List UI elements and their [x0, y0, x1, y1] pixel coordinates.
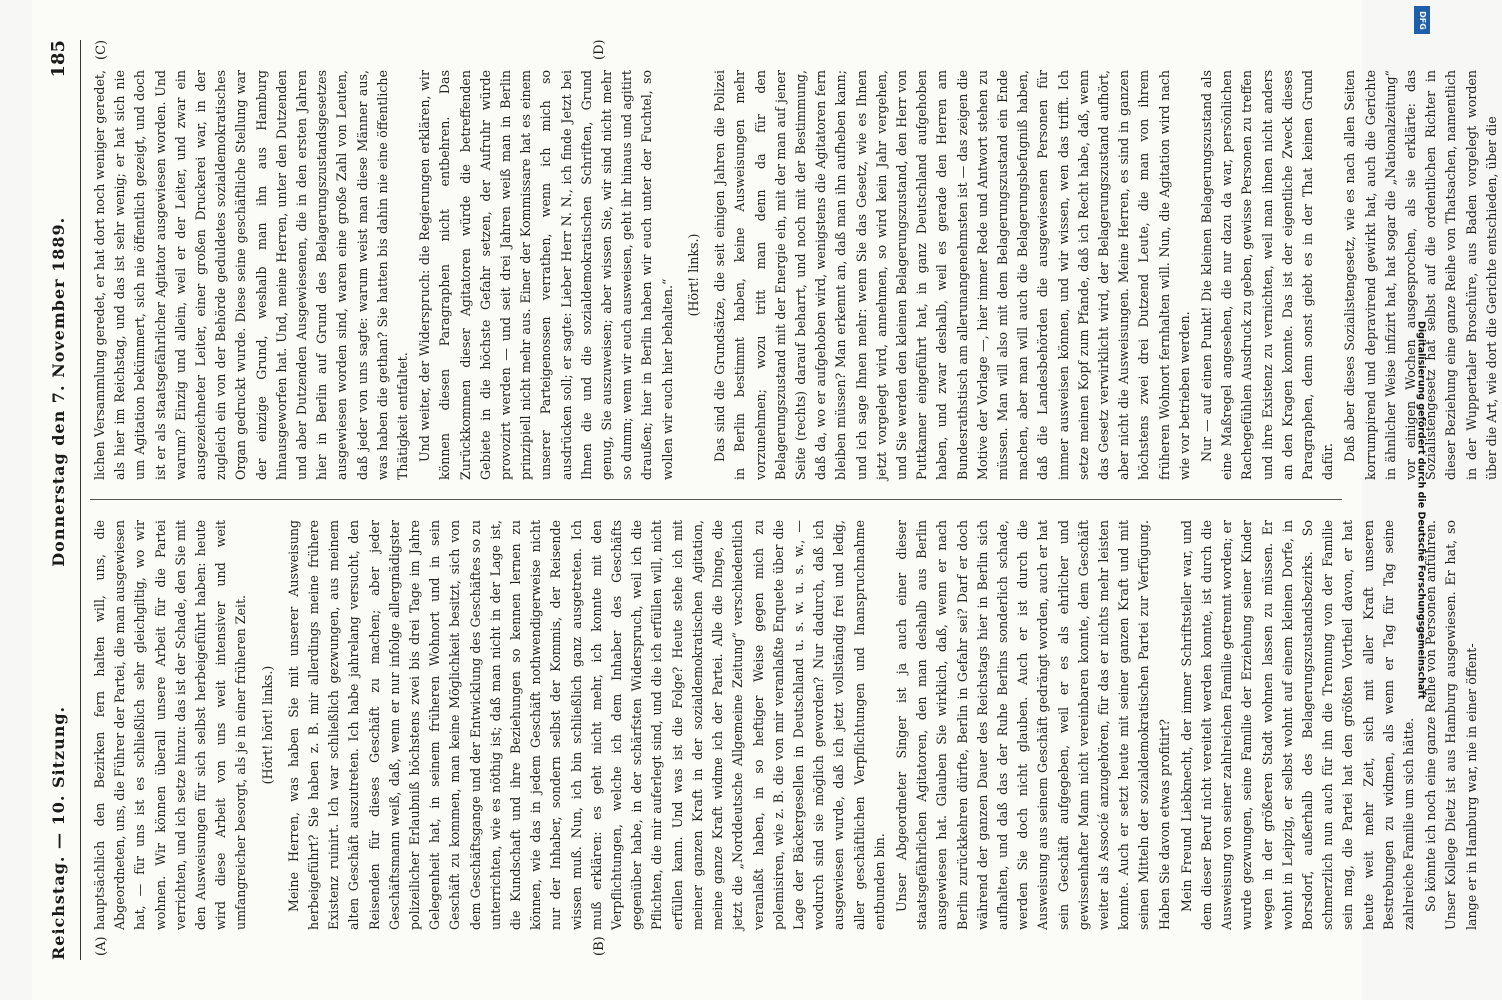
paragraph: Meine Herren, was haben Sie mit unserer Ausweisung herbeigeführt? Sie haben z. B. mir allerdings meine frühere Existenz ruinirt. Ich war schließlich gezwungen, aus meinem alten Geschäft auszutreten. Ich habe jahrelang versucht, den Reisenden für dieses Geschäft zu machen; aber jeder Geschäftsmann weiß, daß, wenn er nur infolge allergnädigster polizeilicher Erlaubniß höchstens zwei bis drei Tage im Jahre Gelegenheit hat, in seinem früheren Wohnort und in sein Geschäft zu kommen, man keine Möglichkeit besitzt, sich von dem Geschäftsgange und der Entwicklung des Geschäftes so zu unterrichten, wie es nöthig ist; daß man nicht in der Lage ist, die Kundschaft und ihre Beziehungen so kennen lernen zu können, wie das in jedem Geschäft nothwendigerweise nicht nur der Inhaber, sondern selbst der Kommis, der Reisende wissen muß. Nun, ich bin schließlich ganz ausgetreten. Ich muß erklären: es geht nicht mehr, ich konnte mit den Verpflichtungen, welche ich dem Inhaber des Geschäfts gegenüber habe, in der schärfsten Widerspruch, weil ich die Pflichten, die mir auferlegt sind, und die ich erfüllen will, nicht erfüllen kann. Und was ist die Folge? Heute stehe ich mit meiner ganzen Kraft in der sozialdemokratischen Agitation, meine ganze Kraft widme ich der Partei. Alle die Dinge, die jetzt die „Norddeutsche Allgemeine Zeitung“ verschiedentlich veranlaßt haben, in so heftiger Weise gegen mich zu polemisiren, wie z. B. die von mir veranlaßte Enquete über die Lage der Bäckergesellen in Deutschland u. s. w. u. s. w., — wodurch sind sie möglich geworden? Nur dadurch, daß ich ausgewiesen wurde, daß ich jetzt vollständig frei und ledig, aller geschäftlichen Verpflichtungen und Inanspruchnahme entbunden bin. [285, 520, 887, 930]
text-column-right [90, 70, 1499, 480]
paragraph: hauptsächlich den Bezirken fern halten will, uns, die Abgeordneten, uns, die Führer der Partei, die man ausgewiesen hat, — für uns ist es schließlich sehr gleichgiltig, wo wir wohnen. Wir können überall unsere Arbeit für die Partei verrichten, und ich setze hinzu: das ist der Schade, den Sie mit den Ausweisungen für sich selbst herbeigeführt haben: heute wird diese Arbeit von uns weit intensiver und weit umfangreicher besorgt, als je in einer früheren Zeit. [92, 520, 249, 930]
digitization-note-text: Digitalisierung gefördert durch die Deutsche Forschungsgemeinschaft [1415, 321, 1427, 699]
margin-marker-a: (A) [94, 936, 109, 956]
page-number: 185 [47, 40, 69, 78]
digitization-note [1412, 40, 1430, 980]
header-left-title: Reichstag. — 10. Sitzung. [48, 705, 68, 960]
interjection: (Hört! links.) [685, 233, 701, 317]
margin-marker-c: (C) [94, 39, 109, 60]
paragraph: Und weiter, der Widerspruch: die Regierungen erklären, wir können diesen Paragraphen nicht entbehren. Das Zurückkommen dieser Agitatoren würde die betreffenden Gebiete in die höchste Gefahr setzen, der Aufruhr würde provozirt werden — und seit drei Jahren weiß man in Berlin prinzipiell nicht mehr aus. Einer der Kommissare hat es einem unserer Parteigenossen verrathen, wenn ich mich so ausdrücken soll; er sagte: Lieber Herr N. N., ich finde Jetzt bei Ihnen die und die sozialdemokratischen Schriften, Grund genug, Sie auszuweisen; aber wissen Sie, wir sind nicht mehr so dumm; wenn wir euch ausweisen, geht ihr hinaus und agitirt draußen; hier in Berlin haben wir euch unter der Fuchtel, so wollen wir euch hier behalten.“ [417, 70, 675, 480]
margin-marker-d: (D) [592, 39, 607, 60]
interjection: (Hört! hört! links.) [259, 665, 275, 785]
paragraph: Das sind die Grundsätze, die seit einigen Jahren die Polizei in Berlin bestimmt haben, keine Ausweisungen mehr vorzunehmen; wozu tritt man denn da für den Belagerungszustand mit der Energie ein, mit der man auf jener Seite (rechts) darauf beharrt, und noch mit der Bestimmung, daß da, wo er aufgehoben wird, wenigstens die Agitatoren fern bleiben müssen? Man erkennt an, daß man ihn aufheben kann; und ich sage Ihnen mehr: wenn Sie das Gesetz, wie es Ihnen jetzt vorgelegt wird, annehmen, so wird kein Jahr vergehen, und Sie werden den kleinen Belagerungszustand, den Herr von Puttkamer eingeführt hat, in ganz Deutschland aufgehoben haben, und zwar deshalb, weil es gerade den Herren am Bundesrathstisch am allerunangenehmsten ist — das zeigen die Motive der Vorlage —, hier immer Rede und Antwort stehen zu müssen. Man will also mit dem Belagerungszustand ein Ende machen, aber man will auch die Belagerungsbefugniß haben, daß die Landesbehörden die ausgewiesenen Personen für immer ausweisen können, und wir wissen, wen das trifft. Ich setze meinen Kopf zum Pfande, daß ich Recht habe, daß, wenn das Gesetz verwirklicht wird, der Belagerungszustand aufhört, aber nicht die Ausweisungen. Meine Herren, es sind in ganzen höchstens zwei drei Dutzend Leute, die man von ihrem früheren Wohnort fernhalten will. Nun, die Agitation wird nach wie vor betrieben werden. [712, 70, 1192, 480]
paragraph: Nur — auf einen Punkt! Die kleinen Belagerungszustand als eine Maßregel angesehen, die nur dazu da war, persönlichen Rachegefühlen Ausdruck zu geben, gewisse Personen zu treffen und ihre Existenz zu vernichten, weil man ihnen nicht anders an den Kragen konnte. Das ist der eigentliche Zweck dieses Paragraphen, denn sonst giebt es in der That keinen Grund dafür. [1198, 70, 1336, 480]
dfg-logo-text: DFG [1417, 10, 1427, 30]
paragraph: lichen Versammlung geredet, er hat dort noch weniger geredet, als hier im Reichstag, und das ist sehr wenig; er hat sich nie um Agitation bekümmert, sich nie öffentlich gezeigt, und doch ist er als staatsgefährlicher Agitator ausgewiesen worden. Und warum? Einzig und allein, weil er der Leiter, und zwar ein ausgezeichneter Leiter, einer großen Druckerei war, in der zugleich ein von der Behörde geduldetes sozialdemokratisches Organ gedruckt wurde. Diese seine geschäftliche Stellung war der einzige Grund, weshalb man ihn aus Hamburg hinausgeworfen hat. Und, meine Herren, unter den Dutzenden und aber Dutzenden Ausgewiesenen, die in den ersten Jahren hier in Berlin auf Grund des Belagerungszustandsgesetzes ausgewiesen worden sind, waren eine große Zahl von Leuten, daß jeder von uns sagte: warum weist man diese Männer aus, was haben die gethan? Sie hatten bis dahin nie eine öffentliche Thätigkeit entfaltet. [92, 70, 411, 480]
dfg-logo [1414, 6, 1430, 34]
header-date: Donnerstag den 7. November 1889. [48, 216, 68, 567]
column-divider [90, 499, 1342, 500]
paragraph: Daß aber dieses Sozialistengesetz, wie es nach allen Seiten korrumpirend und depravirend gewirkt hat, auch die Gerichte in ähnlicher Weise infizirt hat, hat sogar die „Nationalzeitung“ vor einigen Wochen ausgesprochen, als sie erklärte: das Sozialistengesetz hat selbst auf die ordentlichen Richter in dieser Beziehung eine ganze Reihe von Thatsachen, namentlich in der Wuppertaler Broschüre, aus Baden vorgelegt worden über die Art, wie dort die Gerichte entschieden, über die [1342, 70, 1499, 480]
page-header [40, 40, 76, 960]
paragraph: Unser Abgeordneter Singer ist ja auch einer dieser staatsgefährlichen Agitatoren, den man deshalb aus Berlin ausgewiesen hat. Glauben Sie wirklich, daß, wenn er nach Berlin zurückkehren dürfte, Berlin in Gefahr sei? Darf er doch während der ganzen Dauer des Reichstags hier in Berlin sich aufhalten, und daß das der Ruhe Berlins sonderlich schade, werden Sie doch nicht glauben. Auch er ist durch die Ausweisung aus seinem Geschäft gedrängt worden, auch er hat sein Geschäft aufgegeben, weil er es als ehrlicher und gewissenhafter Mann nicht vereinbaren konnte, dem Geschäft weiter als Associé anzugehören, für das er nichts mehr leisten konnte. Auch er setzt heute mit seiner ganzen Kraft und mit seinen Mitteln der sozialdemokratischen Partei zur Verfügung. Haben Sie davon etwas profitirt? [893, 520, 1172, 930]
margin-marker-b: (B) [592, 936, 607, 956]
text-column-left [90, 520, 1479, 930]
header-rule [80, 40, 81, 960]
paragraph: Mein Freund Liebknecht, der immer Schriftsteller war, und dem dieser Beruf nicht vereitelt werden konnte, ist durch die Ausweisung von seiner zahlreichen Familie getrennt worden; er wurde gezwungen, seine Familie der Erziehung seiner Kinder wegen in der größeren Stadt wohnen lassen zu müssen. Er wohnt in Leipzig, er selbst wohnt auf einem kleinen Dorfe, in Borsdorf, außerhalb des Belagerungszustandsbezirks. So schmerzlich nun auch für ihn die Trennung von der Familie sein mag, die Partei hat den größten Vortheil davon, er hat heute weit mehr Zeit, sich mit aller Kraft unseren Bestrebungen zu widmen, als wenn er Tag für Tag seine zahlreiche Familie um sich hätte. [1178, 520, 1416, 930]
paragraph: So könnte ich noch eine ganze Reihe von Personen anführen. Unser Kollege Dietz ist aus Hamburg ausgewiesen. Er hat, so lange er in Hamburg war, nie in einer öffent- [1423, 520, 1479, 930]
